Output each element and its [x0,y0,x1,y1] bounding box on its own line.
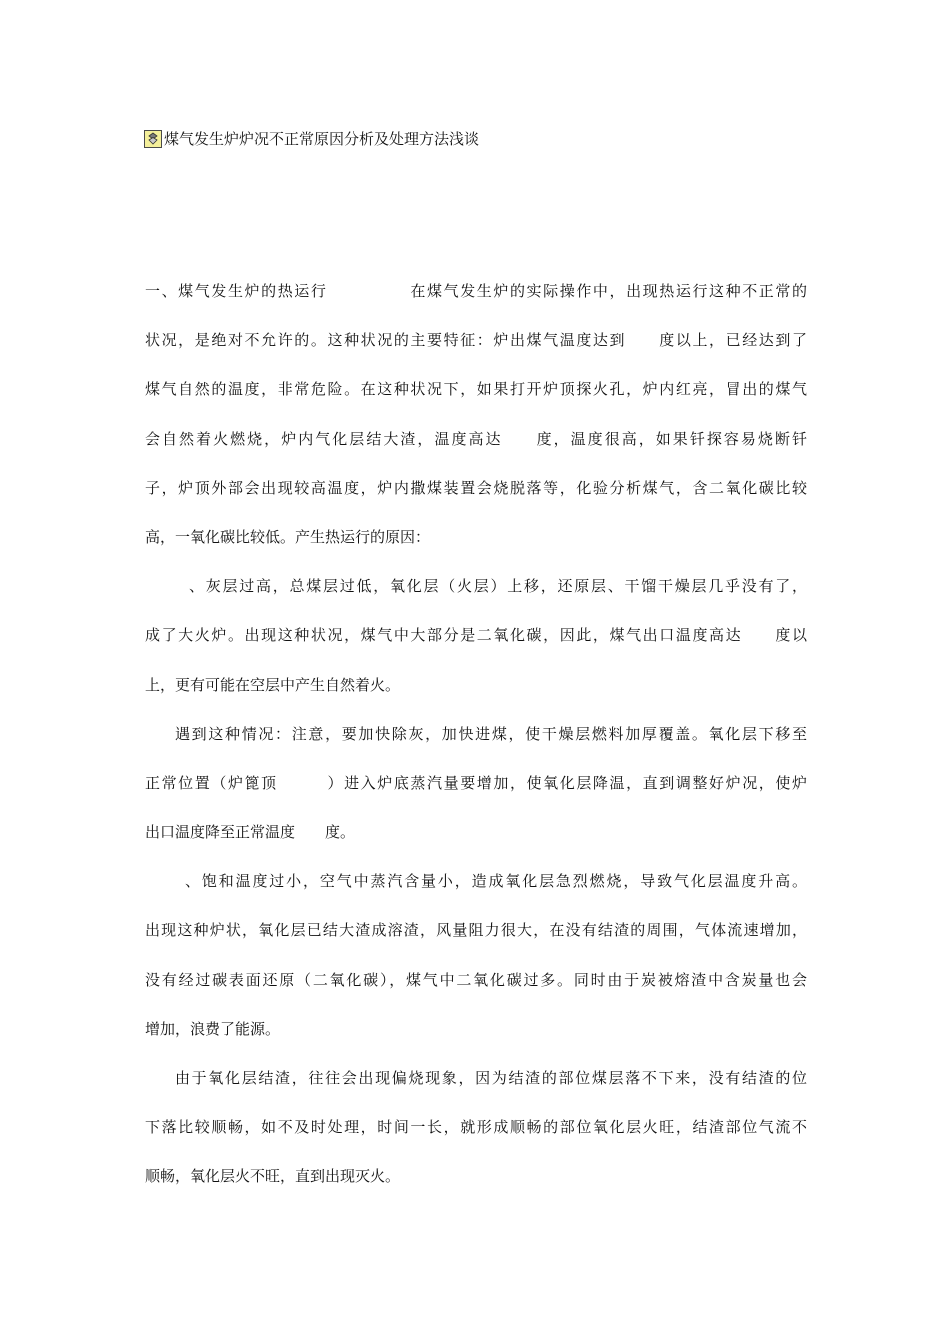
paragraph-3-line-2: 正常位置（炉篦顶 ）进入炉底蒸汽量要增加，使氧化层降温，直到调整好炉况，使炉 [145,773,807,792]
paragraph-2-line-1: 、灰层过高，总煤层过低，氧化层（火层）上移，还原层、干馏干燥层几乎没有了， [189,577,807,596]
paragraph-4-line-3: 没有经过碳表面还原（二氧化碳），煤气中二氧化碳过多。同时由于炭被熔渣中含炭量也会 [145,970,807,989]
paragraph-1-line-6: 高，一氧化碳比较低。产生热运行的原因： [145,527,431,546]
paragraph-5-line-3: 顺畅，氧化层火不旺，直到出现灭火。 [145,1167,401,1186]
paragraph-4-line-4: 增加，浪费了能源。 [145,1019,281,1038]
document-body [145,277,807,1212]
paragraph-4-line-1: 、饱和温度过小，空气中蒸汽含量小，造成氧化层急烈燃烧，导致气化层温度升高。 [185,872,807,891]
paragraph-3-line-3: 出口温度降至正常温度 度。 [145,823,356,842]
paragraph-1-line-1: 一、煤气发生炉的热运行 在煤气发生炉的实际操作中，出现热运行这种不正常的 [145,282,807,300]
document-title: 煤气发生炉炉况不正常原因分析及处理方法浅谈 [164,130,480,148]
paragraph-2-line-3: 上，更有可能在空层中产生自然着火。 [145,675,401,694]
paragraph-2-line-2: 成了大火炉。出现这种状况，煤气中大部分是二氧化碳，因此，煤气出口温度高达 度以 [145,626,807,645]
paragraph-3-line-1: 遇到这种情况：注意，要加快除灰，加快进煤，使干燥层燃料加厚覆盖。氧化层下移至 [175,724,807,743]
paragraph-1-line-4: 会自然着火燃烧，炉内气化层结大渣，温度高达 度，温度很高，如果钎探容易烧断钎 [145,429,807,448]
paragraph-4-line-2: 出现这种炉状，氧化层已结大渣成溶渣，风量阻力很大，在没有结渣的周围，气体流速增加， [145,921,807,940]
paragraph-1-line-2: 状况，是绝对不允许的。这种状况的主要特征：炉出煤气温度达到 度以上，已经达到了 [145,331,807,350]
paragraph-5-line-1: 由于氧化层结渣，往往会出现偏烧现象，因为结渣的部位煤层落不下来，没有结渣的位 [175,1069,807,1087]
document-link-icon[interactable] [144,130,162,148]
title-row [144,128,479,150]
paragraph-1-line-3: 煤气自然的温度，非常危险。在这种状况下，如果打开炉顶探火孔，炉内红亮，冒出的煤气 [145,380,807,399]
paragraph-5-line-2: 下落比较顺畅，如不及时处理，时间一长，就形成顺畅的部位氧化层火旺，结渣部位气流不 [145,1118,807,1137]
paragraph-1-line-5: 子，炉顶外部会出现较高温度，炉内撒煤装置会烧脱落等，化验分析煤气，含二氧化碳比较 [145,478,807,497]
